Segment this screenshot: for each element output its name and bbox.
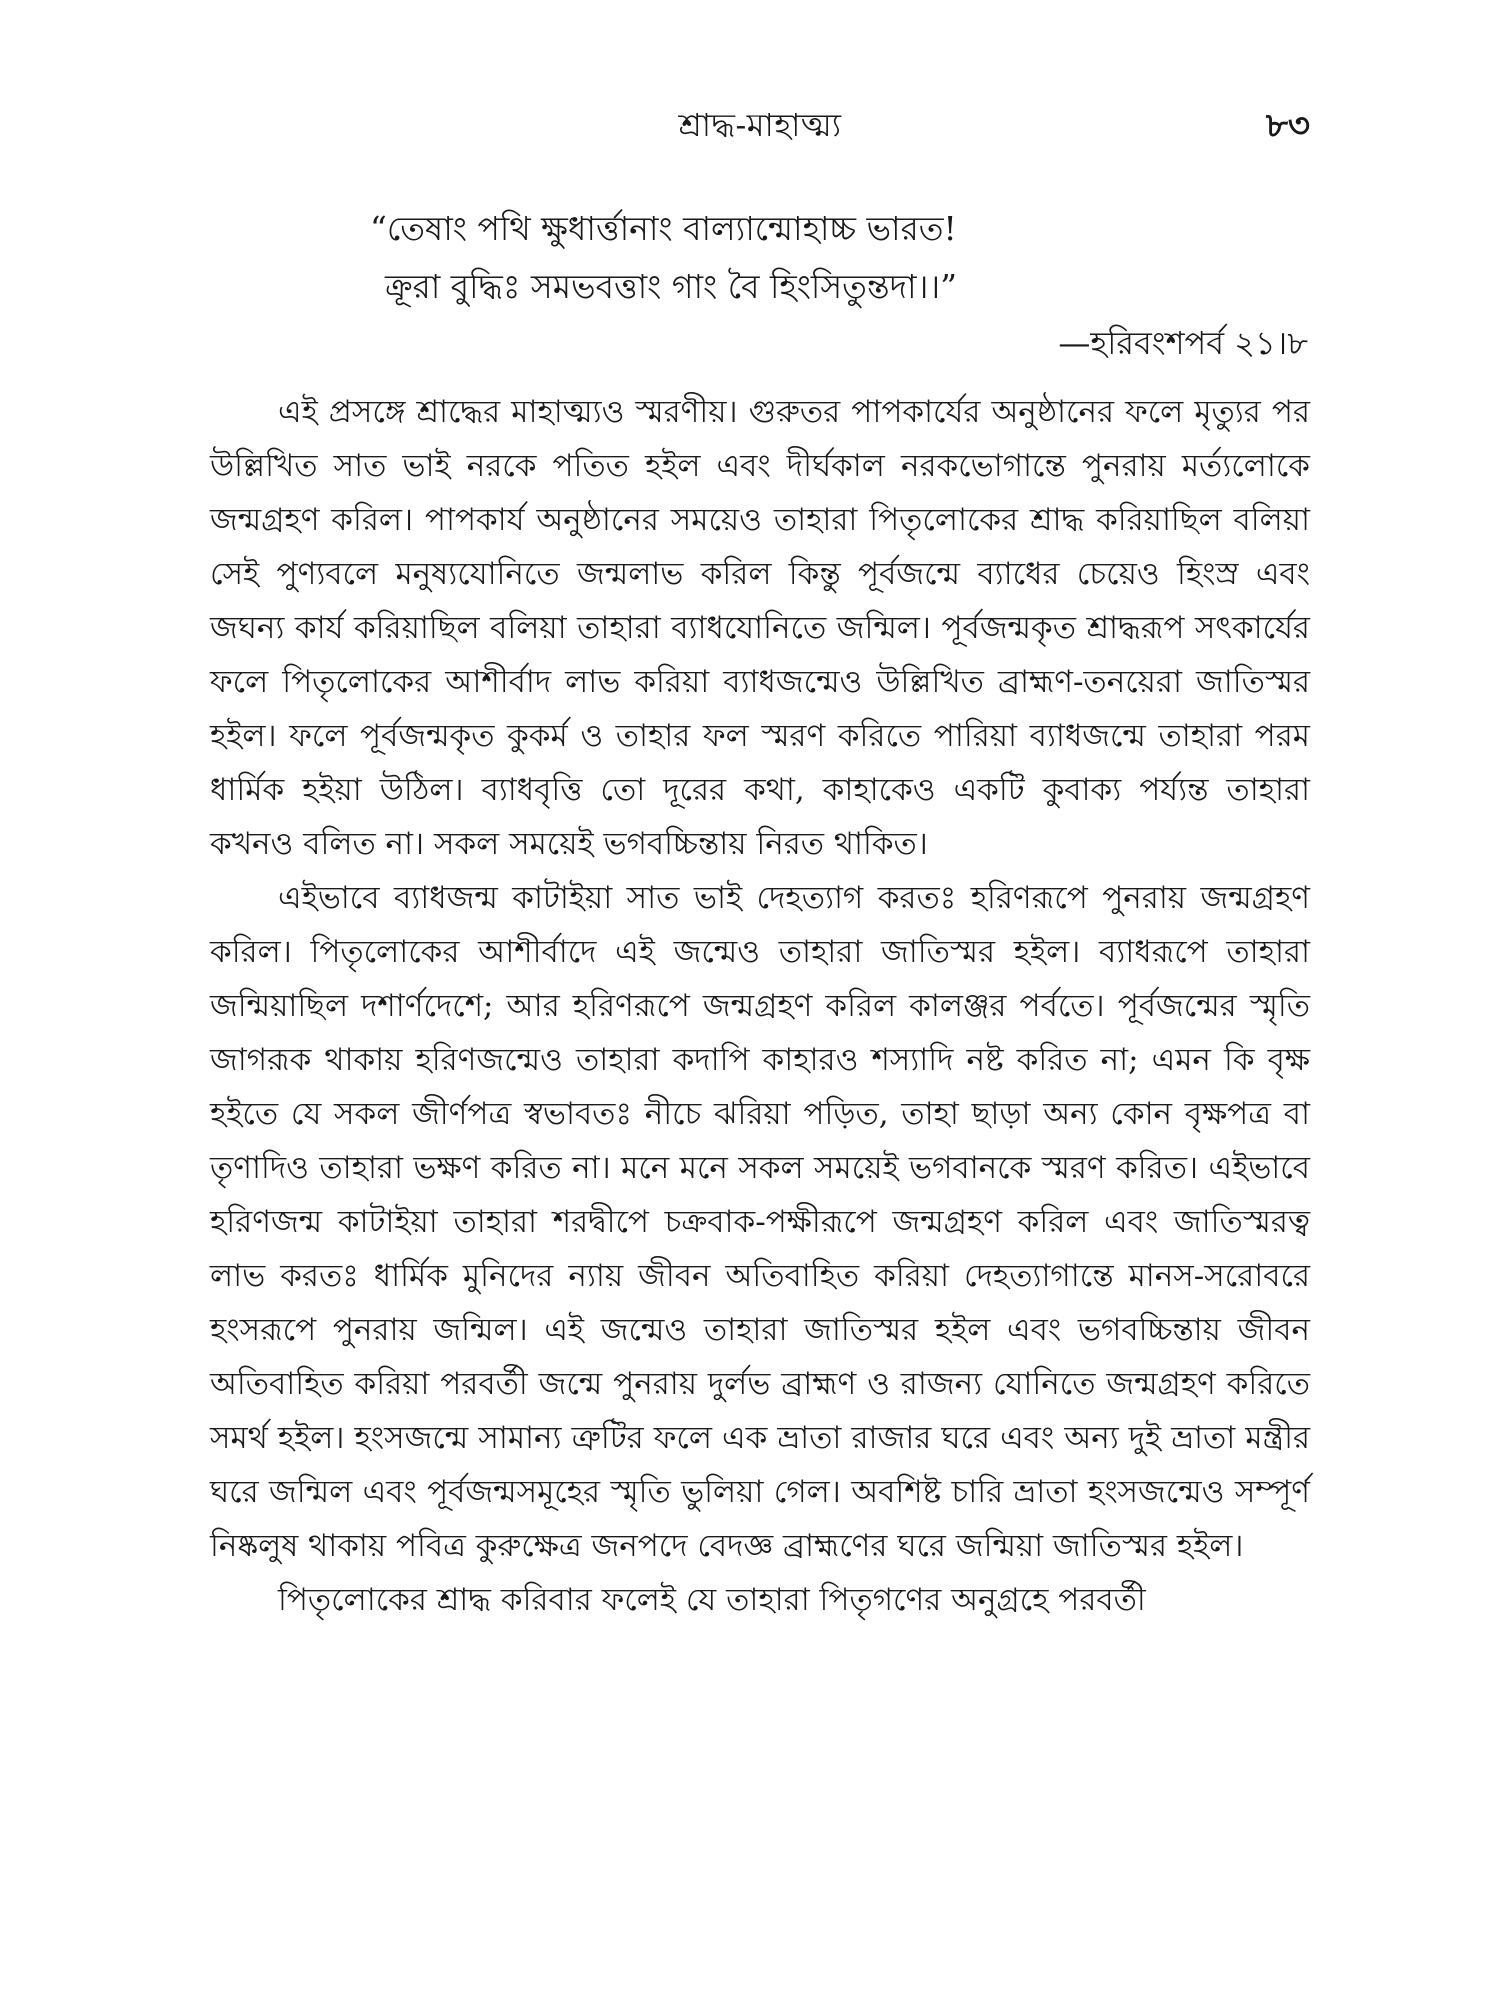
verse-citation: —হরিবংশপর্ব ২১।৮: [1058, 324, 1308, 362]
verse-line-1: “তেষাং পথি ক্ষুধার্ত্তানাং বাল্যান্মোহাচ্চ ভারত!: [370, 209, 957, 248]
body-text: [210, 385, 1310, 1627]
paragraph: পিতৃলোকের শ্রাদ্ধ করিবার ফলেই যে তাহারা পিতৃগণের অনুগ্রহে পরবর্তী: [278, 1582, 1146, 1618]
verse-line-2: ক্রূরা বুদ্ধিঃ সমভবত্তাং গাং বৈ হিংসিতুন্তদা।।”: [385, 267, 958, 306]
paragraph: এইভাবে ব্যাধজন্ম কাটাইয়া সাত ভাই দেহত্যাগ করতঃ হরিণরূপে পুনরায় জন্মগ্রহণ করিল। পিতৃলোকের আশীর্বাদে এই জন্মেও তাহারা জাতিস্মর হইল। ব্যাধরূপে তাহারা জন্মিয়াছিল দশার্ণদেশে; আর হরিণরূপে জন্মগ্রহণ করিল কালঞ্জর পর্বতে। পূর্বজন্মের স্মৃতি জাগরূক থাকায় হরিণজন্মেও তাহারা কদাপি কাহারও শস্যাদি নষ্ট করিত না; এমন কি বৃক্ষ হইতে যে সকল জীর্ণপত্র স্বভাবতঃ নীচে ঝরিয়া পড়িত, তাহা ছাড়া অন্য কোন বৃক্ষপত্র বা তৃণাদিও তাহারা ভক্ষণ করিত না। মনে মনে সকল সময়েই ভগবানকে স্মরণ করিত। এইভাবে হরিণজন্ম কাটাইয়া তাহারা শরদ্বীপে চক্রবাক-পক্ষীরূপে জন্মগ্রহণ করিল এবং জাতিস্মরত্ব লাভ করতঃ ধার্মিক মুনিদের ন্যায় জীবন অতিবাহিত করিয়া দেহত্যাগান্তে মানস-সরোবরে হংসরূপে পুনরায় জন্মিল। এই জন্মেও তাহারা জাতিস্মর হইল এবং ভগবচ্চিন্তায় জীবন অতিবাহিত করিয়া পরবর্তী জন্মে পুনরায় দুর্লভ ব্রাহ্মণ ও রাজন্য যোনিতে জন্মগ্রহণ করিতে সমর্থ হইল। হংসজন্মে সামান্য ত্রুটির ফলে এক ভ্রাতা রাজার ঘরে এবং অন্য দুই ভ্রাতা মন্ত্রীর ঘরে জন্মিল এবং পূর্বজন্মসমূহের স্মৃতি ভুলিয়া গেল। অবশিষ্ট চারি ভ্রাতা হংসজন্মেও সম্পূর্ণ নিষ্কলুষ থাকায় পবিত্র কুরুক্ষেত্র জনপদে বেদজ্ঞ ব্রাহ্মণের ঘরে জন্মিয়া জাতিস্মর হইল।: [210, 880, 1310, 1564]
running-head: [210, 100, 1310, 150]
running-title: শ্রাদ্ধ-মাহাত্ম্য: [678, 106, 842, 144]
page-number: ৮৩: [1265, 106, 1310, 146]
paragraph: এই প্রসঙ্গে শ্রাদ্ধের মাহাত্ম্যও স্মরণীয়। গুরুতর পাপকার্যের অনুষ্ঠানের ফলে মৃত্যুর পর উল্লিখিত সাত ভাই নরকে পতিত হইল এবং দীর্ঘকাল নরকভোগান্তে পুনরায় মর্ত্যলোকে জন্মগ্রহণ করিল। পাপকার্য অনুষ্ঠানের সময়েও তাহারা পিতৃলোকের শ্রাদ্ধ করিয়াছিল বলিয়া সেই পুণ্যবলে মনুষ্যযোনিতে জন্মলাভ করিল কিন্তু পূর্বজন্মে ব্যাধের চেয়েও হিংস্র এবং জঘন্য কার্য করিয়াছিল বলিয়া তাহারা ব্যাধযোনিতে জন্মিল। পূর্বজন্মকৃত শ্রাদ্ধরূপ সৎকার্যের ফলে পিতৃলোকের আশীর্বাদ লাভ করিয়া ব্যাধজন্মেও উল্লিখিত ব্রাহ্মণ-তনয়েরা জাতিস্মর হইল। ফলে পূর্বজন্মকৃত কুকর্ম ও তাহার ফল স্মরণ করিতে পারিয়া ব্যাধজন্মে তাহারা পরম ধার্মিক হইয়া উঠিল। ব্যাধবৃত্তি তো দূরের কথা, কাহাকেও একটি কুবাক্য পর্য্যন্ত তাহারা কখনও বলিত না। সকল সময়েই ভগবচ্চিন্তায় নিরত থাকিত।: [210, 394, 1310, 862]
sanskrit-verse: [370, 200, 1310, 316]
